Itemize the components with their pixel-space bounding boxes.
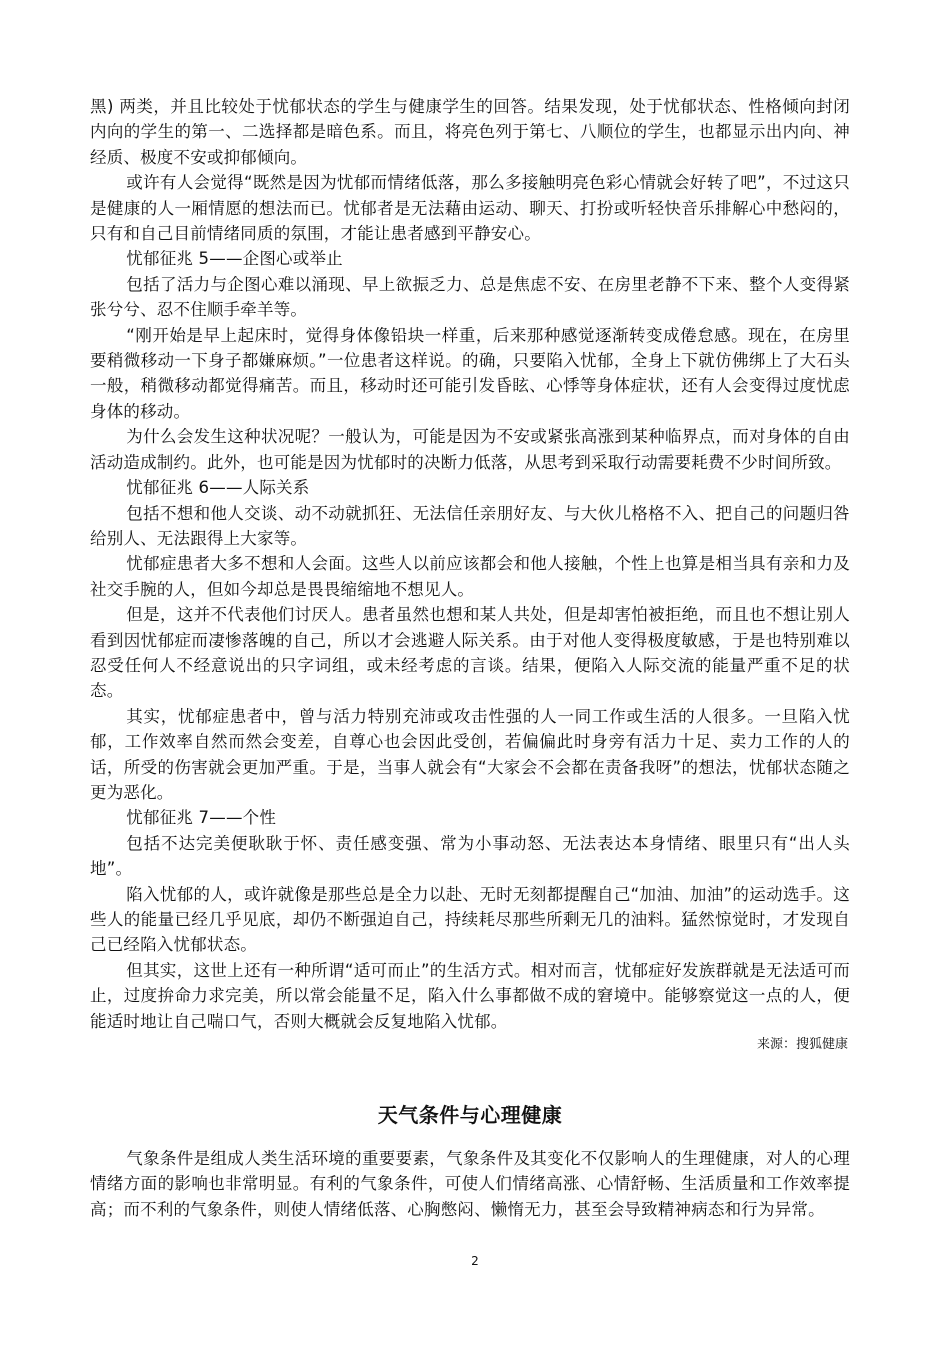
paragraph: 忧郁症患者大多不想和人会面。这些人以前应该都会和他人接触，个性上也算是相当具有亲和力及社交手腕的人，但如今却总是畏畏缩缩地不想见人。 [90,554,850,599]
paragraph: 其实，忧郁症患者中，曾与活力特别充沛或攻击性强的人一同工作或生活的人很多。一旦陷入忧郁，工作效率自然而然会变差，自尊心也会因此受创，若偏偏此时身旁有活力十足、卖力工作的人的话，所受的伤害就会更加严重。于是，当事人就会有“大家会不会都在责备我呀”的想法，忧郁状态随之更为恶化。 [90,706,850,802]
page-number: 2 [471,1254,479,1268]
paragraph: 陷入忧郁的人，或许就像是那些总是全力以赴、无时无刻都提醒自己“加油、加油”的运动选手。这些人的能量已经几乎见底，却仍不断强迫自己，持续耗尽那些所剩无几的油料。猛然惊觉时，才发现自己已经陷入忧郁状态。 [90,884,850,955]
paragraph: 或许有人会觉得“既然是因为忧郁而情绪低落，那么多接触明亮色彩心情就会好转了吧”，不过这只是健康的人一厢情愿的想法而已。忧郁者是无法藉由运动、聊天、打扮或听轻快音乐排解心中愁闷的，只有和自己目前情绪同质的氛围，才能让患者感到平静安心。 [90,173,850,244]
section-paragraph: 气象条件是组成人类生活环境的重要要素，气象条件及其变化不仅影响人的生理健康，对人的心理情绪方面的影响也非常明显。有利的气象条件，可使人们情绪高涨、心情舒畅、生活质量和工作效率提高；而不利的气象条件，则使人情绪低落、心胸憋闷、懒惰无力，甚至会导致精神病态和行为异常。 [90,1149,850,1219]
paragraph: 包括了活力与企图心难以涌现、早上欲振乏力、总是焦虑不安、在房里老静不下来、整个人变得紧张兮兮、忍不住顺手牵羊等。 [90,274,850,320]
paragraph: 为什么会发生这种状况呢？一般认为，可能是因为不安或紧张高涨到某种临界点，而对身体的自由活动造成制约。此外，也可能是因为忧郁时的决断力低落，从思考到采取行动需要耗费不少时间所致。 [90,427,850,472]
paragraph: “刚开始是早上起床时，觉得身体像铅块一样重，后来那种感觉逐渐转变成倦怠感。现在，在房里要稍微移动一下身子都嫌麻烦。”一位患者这样说。的确，只要陷入忧郁，全身上下就仿佛绑上了大石头一般，稍微移动都觉得痛苦。而且，移动时还可能引发昏眩、心悸等身体症状，还有人会变得过度忧虑身体的移动。 [90,325,850,421]
symptom-heading: 忧郁征兆 6——人际关系 [126,478,310,498]
section-title: 天气条件与心理健康 [377,1103,563,1128]
paragraph: 但是，这并不代表他们讨厌人。患者虽然也想和某人共处，但是却害怕被拒绝，而且也不想让别人看到因忧郁症而凄惨落魄的自己，所以才会逃避人际关系。由于对他人变得极度敏感，于是也特别难以忍受任何人不经意说出的只字词组，或未经考虑的言谈。结果，便陷入人际交流的能量严重不足的状态。 [90,605,850,701]
source-credit: 来源：搜狐健康 [756,1037,848,1053]
paragraph: 但其实，这世上还有一种所谓“适可而止”的生活方式。相对而言，忧郁症好发族群就是无法适可而止，过度拚命力求完美，所以常会能量不足，陷入什么事都做不成的窘境中。能够察觉这一点的人，便能适时地让自己喘口气，否则大概就会反复地陷入忧郁。 [90,960,850,1031]
paragraph: 黑) 两类，并且比较处于忧郁状态的学生与健康学生的回答。结果发现，处于忧郁状态、性格倾向封闭内向的学生的第一、二选择都是暗色系。而且，将亮色列于第七、八顺位的学生，也都显示出内向、神经质、极度不安或抑郁倾向。 [90,97,850,167]
symptom-heading: 忧郁征兆 7——个性 [126,808,277,828]
paragraph: 包括不达完美便耿耿于怀、责任感变强、常为小事动怒、无法表达本身情绪、眼里只有“出人头地”。 [90,833,850,879]
symptom-heading: 忧郁征兆 5——企图心或举止 [126,249,343,269]
document-page [90,94,850,1222]
paragraph: 包括不想和他人交谈、动不动就抓狂、无法信任亲朋好友、与大伙儿格格不入、把自己的问题归咎给别人、无法跟得上大家等。 [90,503,850,548]
